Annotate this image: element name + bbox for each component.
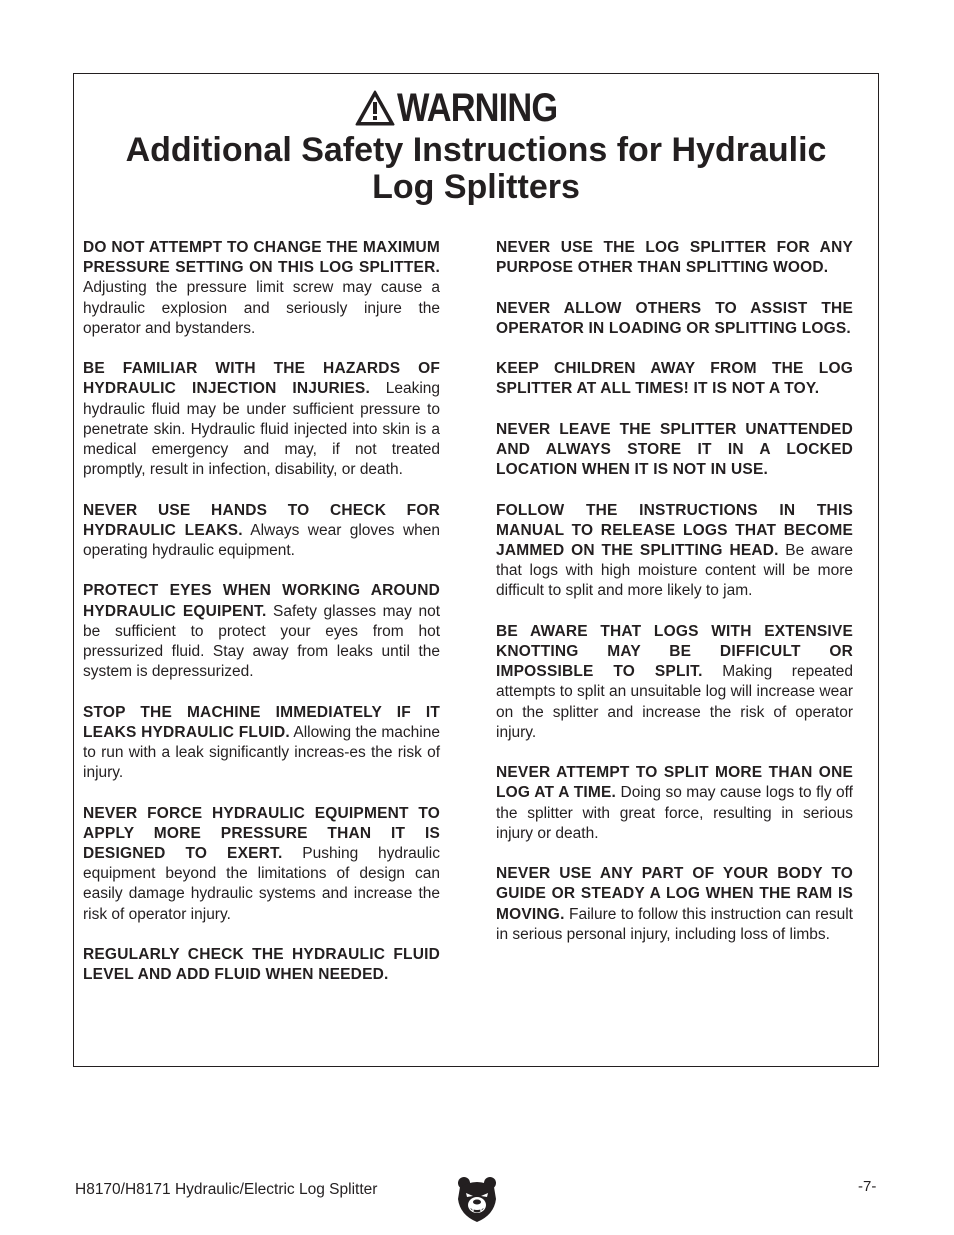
- item-lead: PROTECT EYES WHEN WORKING AROUND HYDRAULIC EQUIPENT.: [83, 582, 440, 620]
- safety-item: [496, 299, 853, 339]
- item-lead: NEVER ATTEMPT TO SPLIT MORE THAN ONE LOG AT A TIME.: [496, 764, 853, 802]
- item-lead: KEEP CHILDREN AWAY FROM THE LOG SPLITTER AT ALL TIMES! IT IS NOT A TOY.: [496, 360, 853, 398]
- warning-triangle-icon: [355, 90, 395, 126]
- item-lead: BE AWARE THAT LOGS WITH EXTENSIVE KNOTTING MAY BE DIFFICULT OR IMPOSSIBLE TO SPLIT.: [496, 622, 853, 681]
- safety-item: [83, 359, 440, 480]
- item-body: Always wear gloves when operating hydraulic equipment.: [83, 521, 440, 560]
- item-body: Allowing the machine to run with a leak significantly increas-es the risk of injury.: [83, 723, 440, 782]
- item-lead: BE FAMILIAR WITH THE HAZARDS OF HYDRAULIC INJECTION INJURIES.: [83, 360, 440, 398]
- item-lead: NEVER USE HANDS TO CHECK FOR HYDRAULIC LEAKS.: [83, 501, 440, 539]
- bear-head-logo-icon: [456, 1175, 498, 1223]
- item-lead: NEVER USE THE LOG SPLITTER FOR ANY PURPOSE OTHER THAN SPLITTING WOOD.: [496, 239, 853, 277]
- warning-word: WARNING: [397, 86, 558, 130]
- item-lead: FOLLOW THE INSTRUCTIONS IN THIS MANUAL TO RELEASE LOGS THAT BECOME JAMMED ON THE SPLITTING HEAD.: [496, 501, 853, 559]
- safety-item: [496, 359, 853, 399]
- warning-title-line: [74, 86, 878, 130]
- item-body: Making repeated attempts to split an unsuitable log will increase wear on the splitter and increase the risk of operator injury.: [496, 663, 853, 741]
- safety-item: [496, 238, 853, 278]
- safety-item: [83, 945, 440, 985]
- item-lead: NEVER USE ANY PART OF YOUR BODY TO GUIDE OR STEADY A LOG WHEN THE RAM IS MOVING.: [496, 865, 853, 923]
- page-number: -7-: [858, 1178, 877, 1195]
- safety-item: [496, 864, 853, 945]
- left-column: [83, 238, 440, 1006]
- item-body: Failure to follow this instruction can result in serious personal injury, including loss of limbs.: [496, 905, 853, 943]
- item-lead: NEVER LEAVE THE SPLITTER UNATTENDED AND ALWAYS STORE IT IN A LOCKED LOCATION WHEN IT IS NOT IN USE.: [496, 420, 853, 479]
- safety-item: [83, 703, 440, 784]
- item-lead: NEVER ALLOW OTHERS TO ASSIST THE OPERATOR IN LOADING OR SPLITTING LOGS.: [496, 299, 853, 337]
- safety-item: [83, 581, 440, 682]
- item-lead: NEVER FORCE HYDRAULIC EQUIPMENT TO APPLY MORE PRESSURE THAN IT IS DESIGNED TO EXERT.: [83, 804, 440, 863]
- item-body: Be aware that logs with high moisture content will be more difficult to split and more likely to jam.: [496, 541, 853, 600]
- item-lead: REGULARLY CHECK THE HYDRAULIC FLUID LEVEL AND ADD FLUID WHEN NEEDED.: [83, 946, 440, 984]
- item-lead: STOP THE MACHINE IMMEDIATELY IF IT LEAKS HYDRAULIC FLUID.: [83, 703, 440, 741]
- safety-item: [496, 420, 853, 481]
- warning-box: [73, 73, 879, 1067]
- safety-item: [83, 804, 440, 925]
- section-title: Additional Safety Instructions for Hydraulic Log Splitters: [125, 131, 827, 206]
- safety-item: [83, 501, 440, 562]
- safety-item: [496, 763, 853, 844]
- safety-item: [496, 622, 853, 743]
- item-lead: DO NOT ATTEMPT TO CHANGE THE MAXIMUM PRESSURE SETTING ON THIS LOG SPLITTER.: [83, 239, 440, 277]
- warning-header: [74, 86, 878, 206]
- safety-item: [496, 501, 853, 602]
- footer-model-text: H8170/H8171 Hydraulic/Electric Log Splitter: [75, 1181, 378, 1198]
- item-body: Pushing hydraulic equipment beyond the limitations of design can easily damage hydraulic systems and increase the risk of operator injury.: [83, 845, 440, 923]
- item-body: Leaking hydraulic fluid may be under sufficient pressure to penetrate skin. Hydraulic fluid injected into skin is a medical emergency and may, if not treated promptly, result in infection, disability, or death.: [83, 380, 440, 479]
- item-body: Safety glasses may not be sufficient to protect your eyes from hot pressurized fluid. Stay away from leaks until the system is depressurized.: [83, 602, 441, 681]
- item-body: Adjusting the pressure limit screw may cause a hydraulic explosion and seriously injure the operator and bystanders.: [83, 279, 440, 337]
- item-body: Doing so may cause logs to fly off the splitter with great force, resulting in serious injury or death.: [496, 784, 853, 842]
- right-column: [496, 238, 853, 965]
- safety-item: [83, 238, 440, 339]
